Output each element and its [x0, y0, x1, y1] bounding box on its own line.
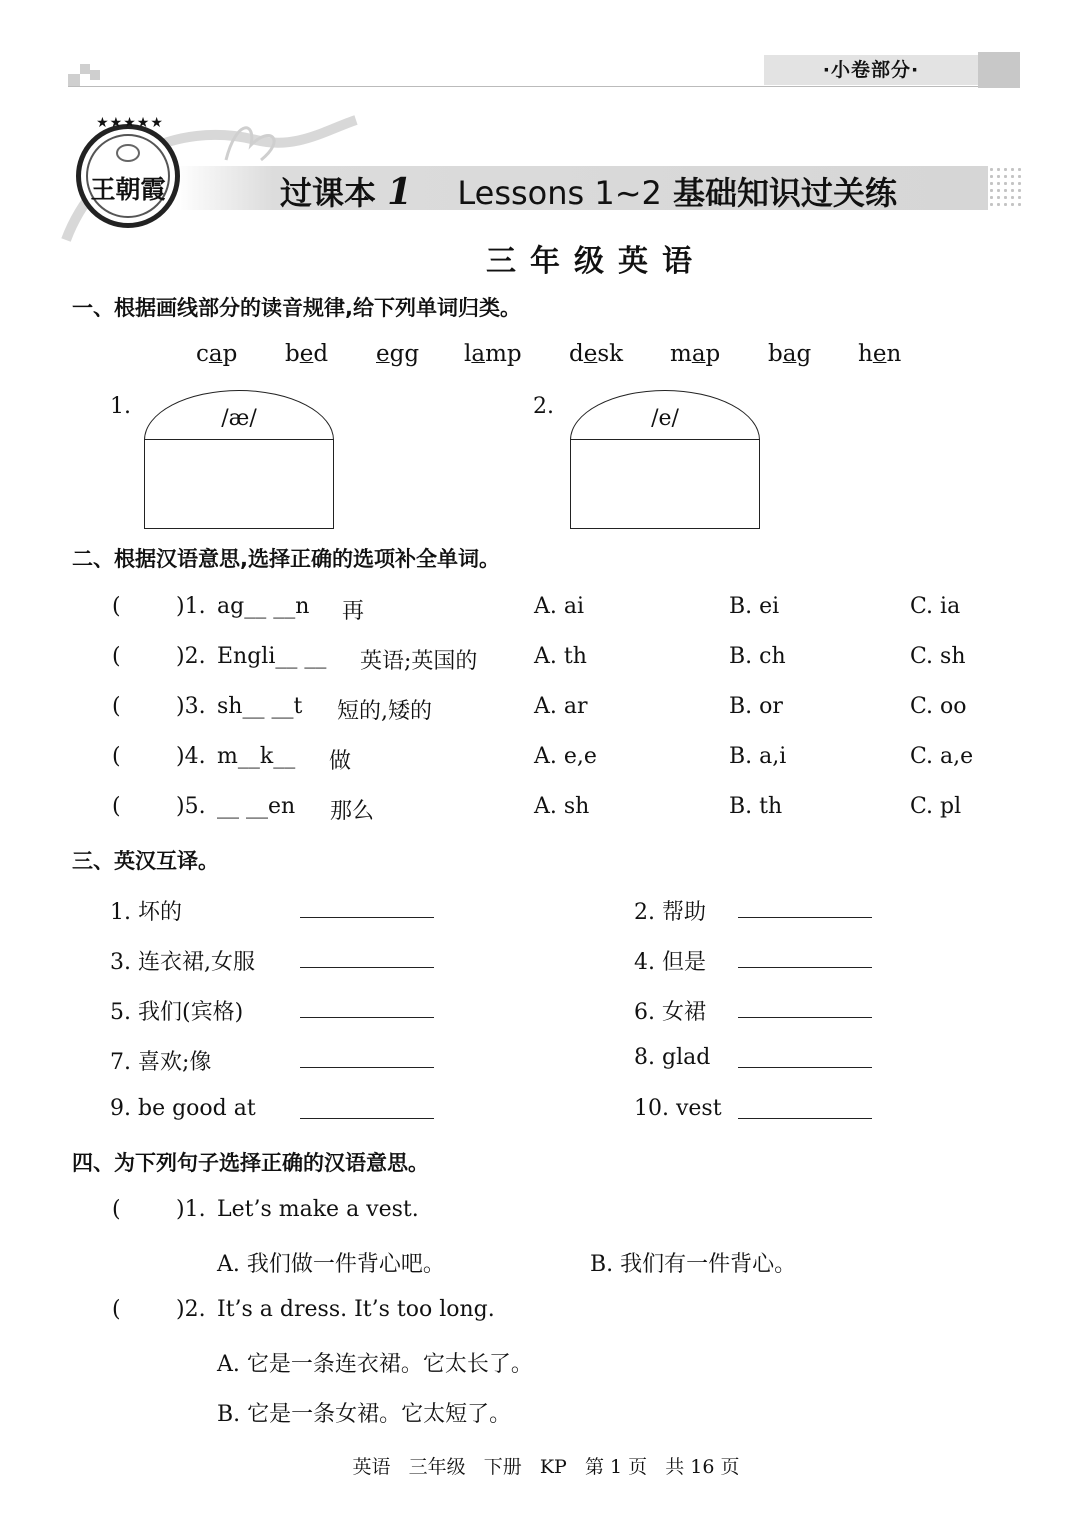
option-b: B. 它是一条女裙。它太短了。 [217, 1402, 512, 1427]
section2-heading: 二、根据汉语意思,选择正确的选项补全单词。 [72, 547, 500, 571]
section-tag: ·小卷部分· [764, 55, 978, 85]
answer-paren[interactable]: ( [112, 744, 121, 769]
translate-prompt: 7. 喜欢;像 [110, 1050, 212, 1075]
logo-stars: ★★★★★ [96, 115, 164, 131]
option-b: B. th [729, 794, 783, 819]
section1-heading: 一、根据画线部分的读音规律,给下列单词归类。 [72, 296, 521, 320]
translate-blank[interactable] [300, 1045, 434, 1074]
question-word: __ __en [217, 794, 296, 819]
word-item: lamp [464, 341, 522, 367]
tag-block [978, 52, 1020, 88]
word-item: bed [285, 341, 329, 367]
question-number: )3. [176, 694, 206, 719]
word-item: egg [376, 341, 420, 367]
page-footer: 英语 三年级 下册 KP 第 1 页 共 16 页 [352, 1456, 740, 1478]
corner-square [68, 74, 80, 86]
option-a: A. ai [534, 594, 585, 619]
answer-box[interactable] [570, 439, 760, 529]
translate-blank[interactable] [300, 945, 434, 974]
translate-blank[interactable] [738, 945, 872, 974]
word-item: map [670, 341, 721, 367]
option-c: C. a,e [910, 744, 974, 769]
question-number: )5. [176, 794, 206, 819]
header-rule [68, 86, 1020, 87]
option-a: A. e,e [534, 744, 597, 769]
question-sentence: Let’s make a vest. [217, 1197, 419, 1222]
box-number: 2. [533, 394, 554, 419]
box-number: 1. [110, 394, 131, 419]
option-c: C. sh [910, 644, 966, 669]
option-c: C. pl [910, 794, 962, 819]
answer-paren[interactable]: ( [112, 694, 121, 719]
translate-prompt: 6. 女裙 [634, 1000, 706, 1025]
translate-prompt: 9. be good at [110, 1096, 256, 1121]
question-word: m__k__ [217, 744, 296, 769]
option-a: A. sh [534, 794, 590, 819]
question-word: ag__ __n [217, 594, 310, 619]
word-item: desk [569, 341, 624, 367]
word-item: cap [196, 341, 238, 367]
question-sentence: It’s a dress. It’s too long. [217, 1297, 495, 1322]
page-title [280, 168, 897, 214]
translate-prompt: 10. vest [634, 1096, 722, 1121]
title-number: 1 [387, 171, 413, 213]
answer-paren[interactable]: ( [112, 594, 121, 619]
option-b: B. 我们有一件背心。 [590, 1252, 797, 1277]
translate-prompt: 4. 但是 [634, 950, 706, 975]
translate-blank[interactable] [300, 895, 434, 924]
option-a: A. th [534, 644, 587, 669]
question-word: Engli__ __ [217, 644, 327, 669]
question-meaning: 英语;英国的 [360, 649, 478, 674]
answer-paren[interactable]: ( [112, 1297, 121, 1322]
option-b: B. ch [729, 644, 786, 669]
translate-blank[interactable] [738, 1045, 872, 1074]
corner-square [90, 70, 100, 80]
question-meaning: 那么 [330, 799, 375, 824]
logo-text: 王朝霞 [90, 175, 166, 204]
question-number: )2. [176, 1297, 206, 1322]
question-meaning: 再 [342, 599, 365, 624]
answer-box[interactable] [144, 439, 334, 529]
translate-blank[interactable] [300, 995, 434, 1024]
title-rest: 基础知识过关练 [673, 174, 898, 212]
option-b: B. ei [729, 594, 780, 619]
question-number: )1. [176, 1197, 206, 1222]
title-prefix: 过课本 [280, 174, 377, 212]
option-c: C. ia [910, 594, 961, 619]
section4-heading: 四、为下列句子选择正确的汉语意思。 [72, 1151, 429, 1175]
answer-paren[interactable]: ( [112, 644, 121, 669]
question-number: )4. [176, 744, 206, 769]
logo-emblem-icon [116, 144, 140, 162]
option-b: B. or [729, 694, 783, 719]
translate-blank[interactable] [738, 895, 872, 924]
question-meaning: 短的,矮的 [337, 699, 432, 724]
word-item: hen [858, 341, 902, 367]
question-meaning: 做 [329, 749, 352, 774]
option-a: A. ar [534, 694, 588, 719]
section3-heading: 三、英汉互译。 [72, 849, 219, 873]
question-number: )1. [176, 594, 206, 619]
translate-blank[interactable] [300, 1096, 434, 1125]
translate-prompt: 3. 连衣裙,女服 [110, 950, 255, 975]
answer-paren[interactable]: ( [112, 1197, 121, 1222]
sound-label: /æ/ [221, 406, 257, 431]
translate-prompt: 2. 帮助 [634, 900, 706, 925]
translate-prompt: 8. glad [634, 1045, 711, 1070]
question-word: sh__ __t [217, 694, 303, 719]
option-c: C. oo [910, 694, 967, 719]
translate-blank[interactable] [738, 995, 872, 1024]
ribbon-dots [988, 166, 1024, 210]
option-a: A. 它是一条连衣裙。它太长了。 [217, 1352, 533, 1377]
answer-paren[interactable]: ( [112, 794, 121, 819]
translate-prompt: 5. 我们(宾格) [110, 1000, 244, 1025]
corner-square [80, 64, 90, 74]
option-a: A. 我们做一件背心吧。 [217, 1252, 445, 1277]
translate-blank[interactable] [738, 1096, 872, 1125]
word-item: bag [768, 341, 812, 367]
sound-label: /e/ [651, 406, 679, 431]
question-number: )2. [176, 644, 206, 669]
option-b: B. a,i [729, 744, 787, 769]
translate-prompt: 1. 坏的 [110, 900, 182, 925]
page-subtitle: 三年级英语 [486, 244, 706, 279]
title-lessons: Lessons 1~2 [457, 174, 662, 212]
